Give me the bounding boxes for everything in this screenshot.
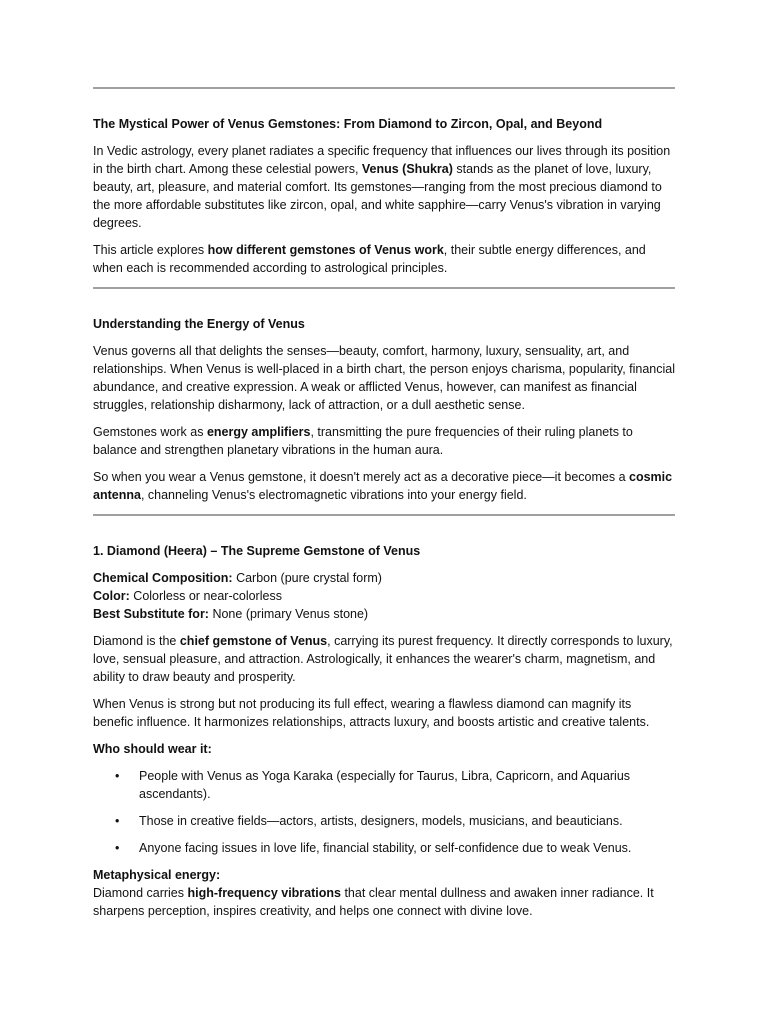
venus-energy-paragraph-1: Venus governs all that delights the senses—beauty, comfort, harmony, luxury, sensuality, art, and relationships. When Venus is well-placed in a birth chart, the person enjoys charisma, popularity, financial abundance, and creative expression. A weak or afflicted Venus, however, can manifest as financial struggles, relationship disharmony, lack of attraction, or a dull aesthetic sense. bbox=[93, 344, 676, 412]
article-title: The Mystical Power of Venus Gemstones: From Diamond to Zircon, Opal, and Beyond bbox=[93, 117, 603, 131]
intro-paragraph-2: This article explores how different gemstones of Venus work, their subtle energy differences, and when each is recommended according to astrological principles. bbox=[93, 243, 646, 275]
cosmic-antenna-emphasis: cosmic antenna bbox=[93, 470, 673, 502]
gemstones-work-emphasis: how different gemstones of Venus work bbox=[207, 243, 444, 257]
intro-paragraph-1: In Vedic astrology, every planet radiates a specific frequency that influences our lives through its position in the birth chart. Among these celestial powers, Venus (Shukra) stands as the planet of love, luxury, beauty, art, pleasure, and material comfort. Its gemstones—ranging from the most precious diamond to the more affordable substitutes like zircon, opal, and white sapphire—carry Venus's vibration in varying degrees. bbox=[93, 144, 671, 230]
metaphysical-energy-paragraph: Diamond carries high-frequency vibrations that clear mental dullness and awaken inner radiance. It sharpens perception, inspires creativity, and helps one connect with divine love. bbox=[93, 886, 654, 918]
diamond-facts bbox=[93, 569, 675, 623]
fact-color: Color: Colorless or near-colorless bbox=[93, 589, 282, 603]
list-item: • Those in creative fields—actors, artists, designers, models, musicians, and beauticians. bbox=[93, 812, 675, 830]
list-item: • People with Venus as Yoga Karaka (especially for Taurus, Libra, Capricorn, and Aquarius ascendants). bbox=[93, 767, 675, 803]
document-content bbox=[93, 87, 675, 920]
chief-gemstone-emphasis: chief gemstone of Venus bbox=[179, 634, 328, 648]
diamond-paragraph-2: When Venus is strong but not producing its full effect, wearing a flawless diamond can magnify its benefic influence. It harmonizes relationships, attracts luxury, and boosts artistic and creative talents. bbox=[93, 697, 650, 729]
section-heading-venus-energy: Understanding the Energy of Venus bbox=[93, 317, 305, 331]
energy-amplifiers-emphasis: energy amplifiers bbox=[206, 425, 311, 439]
who-should-wear-heading: Who should wear it: bbox=[93, 742, 212, 756]
list-item: • Anyone facing issues in love life, financial stability, or self-confidence due to weak Venus. bbox=[93, 839, 675, 857]
metaphysical-energy-heading: Metaphysical energy: bbox=[93, 868, 221, 882]
fact-chemical-composition: Chemical Composition: Carbon (pure crystal form) bbox=[93, 571, 382, 585]
diamond-paragraph-1: Diamond is the chief gemstone of Venus, carrying its purest frequency. It directly corresponds to luxury, love, sensual pleasure, and attraction. Astrologically, it enhances the wearer's charm, magnetism, and ability to draw beauty and prosperity. bbox=[93, 634, 673, 684]
divider bbox=[93, 87, 675, 89]
high-frequency-emphasis: high-frequency vibrations bbox=[187, 886, 341, 900]
divider bbox=[93, 514, 675, 516]
divider bbox=[93, 287, 675, 289]
section-heading-diamond: 1. Diamond (Heera) – The Supreme Gemstone of Venus bbox=[93, 544, 421, 558]
fact-best-substitute: Best Substitute for: None (primary Venus stone) bbox=[93, 607, 369, 621]
venus-shukra-emphasis: Venus (Shukra) bbox=[361, 162, 453, 176]
venus-energy-paragraph-2: Gemstones work as energy amplifiers, transmitting the pure frequencies of their ruling planets to balance and strengthen planetary vibrations in the human aura. bbox=[93, 425, 633, 457]
who-should-wear-list bbox=[93, 767, 675, 857]
venus-energy-paragraph-3: So when you wear a Venus gemstone, it doesn't merely act as a decorative piece—it becomes a cosmic antenna, channeling Venus's electromagnetic vibrations into your energy field. bbox=[93, 470, 673, 502]
